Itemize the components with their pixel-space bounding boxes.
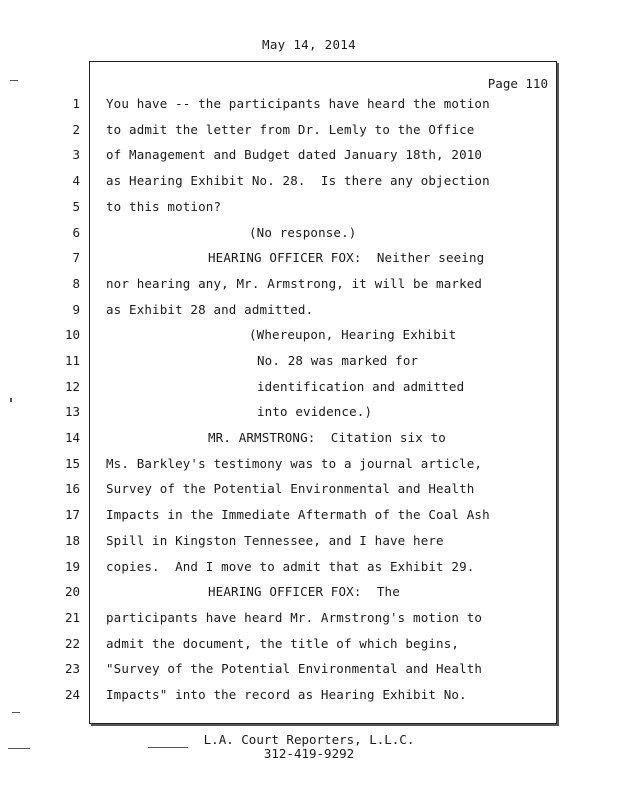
line-number: 14 — [64, 430, 80, 445]
line-text: Survey of the Potential Environmental and Health — [106, 481, 475, 496]
line-number: 10 — [64, 327, 80, 342]
line-number: 4 — [72, 173, 80, 188]
scan-mark — [12, 712, 20, 713]
line-number: 18 — [64, 533, 80, 548]
line-text: (No response.) — [249, 225, 357, 240]
line-number: 11 — [64, 353, 80, 368]
line-text: as Exhibit 28 and admitted. — [106, 302, 314, 317]
line-text: (Whereupon, Hearing Exhibit — [249, 327, 457, 342]
line-number: 8 — [72, 276, 80, 291]
scan-mark — [10, 80, 18, 81]
line-text: Ms. Barkley's testimony was to a journal article, — [106, 456, 483, 471]
line-number: 22 — [64, 636, 80, 651]
scan-mark — [8, 748, 30, 749]
line-number: 24 — [64, 687, 80, 702]
line-text: Spill in Kingston Tennessee, and I have here — [106, 533, 444, 548]
line-number: 13 — [64, 404, 80, 419]
line-text: into evidence.) — [257, 404, 373, 419]
line-number: 19 — [64, 559, 80, 574]
line-text: You have -- the participants have heard the motion — [106, 96, 490, 111]
line-number: 1 — [72, 96, 80, 111]
line-text: Impacts in the Immediate Aftermath of the Coal Ash — [106, 507, 490, 522]
line-text: No. 28 was marked for — [257, 353, 419, 368]
line-text: of Management and Budget dated January 18th, 2010 — [106, 147, 483, 162]
line-text: to this motion? — [106, 199, 222, 214]
line-text: HEARING OFFICER FOX: Neither seeing — [208, 250, 485, 265]
header-date: May 14, 2014 — [262, 37, 356, 52]
line-text: to admit the letter from Dr. Lemly to the Office — [106, 122, 475, 137]
line-number: 3 — [72, 147, 80, 162]
line-number: 15 — [64, 456, 80, 471]
line-number: 9 — [72, 302, 80, 317]
line-number: 23 — [64, 661, 80, 676]
line-number: 17 — [64, 507, 80, 522]
line-number: 5 — [72, 199, 80, 214]
footer-phone: 312-419-9292 — [263, 746, 355, 761]
line-text: Impacts" into the record as Hearing Exhibit No. — [106, 687, 467, 702]
page-number: Page 110 — [487, 76, 548, 91]
line-number: 6 — [72, 225, 80, 240]
line-number: 16 — [64, 481, 80, 496]
line-text: nor hearing any, Mr. Armstrong, it will be marked — [106, 276, 483, 291]
footer-company: L.A. Court Reporters, L.L.C. — [203, 732, 415, 747]
line-text: copies. And I move to admit that as Exhibit 29. — [106, 559, 475, 574]
line-text: HEARING OFFICER FOX: The — [208, 584, 400, 599]
line-text: identification and admitted — [257, 379, 465, 394]
line-text: MR. ARMSTRONG: Citation six to — [208, 430, 446, 445]
line-number: 7 — [72, 250, 80, 265]
scan-mark — [10, 398, 12, 402]
line-number: 12 — [64, 379, 80, 394]
line-text: "Survey of the Potential Environmental and Health — [106, 661, 483, 676]
line-number: 2 — [72, 122, 80, 137]
line-number: 20 — [64, 584, 80, 599]
line-text: participants have heard Mr. Armstrong's motion to — [106, 610, 483, 625]
scan-mark — [148, 747, 188, 748]
line-text: as Hearing Exhibit No. 28. Is there any objection — [106, 173, 490, 188]
line-number: 21 — [64, 610, 80, 625]
line-text: admit the document, the title of which begins, — [106, 636, 460, 651]
